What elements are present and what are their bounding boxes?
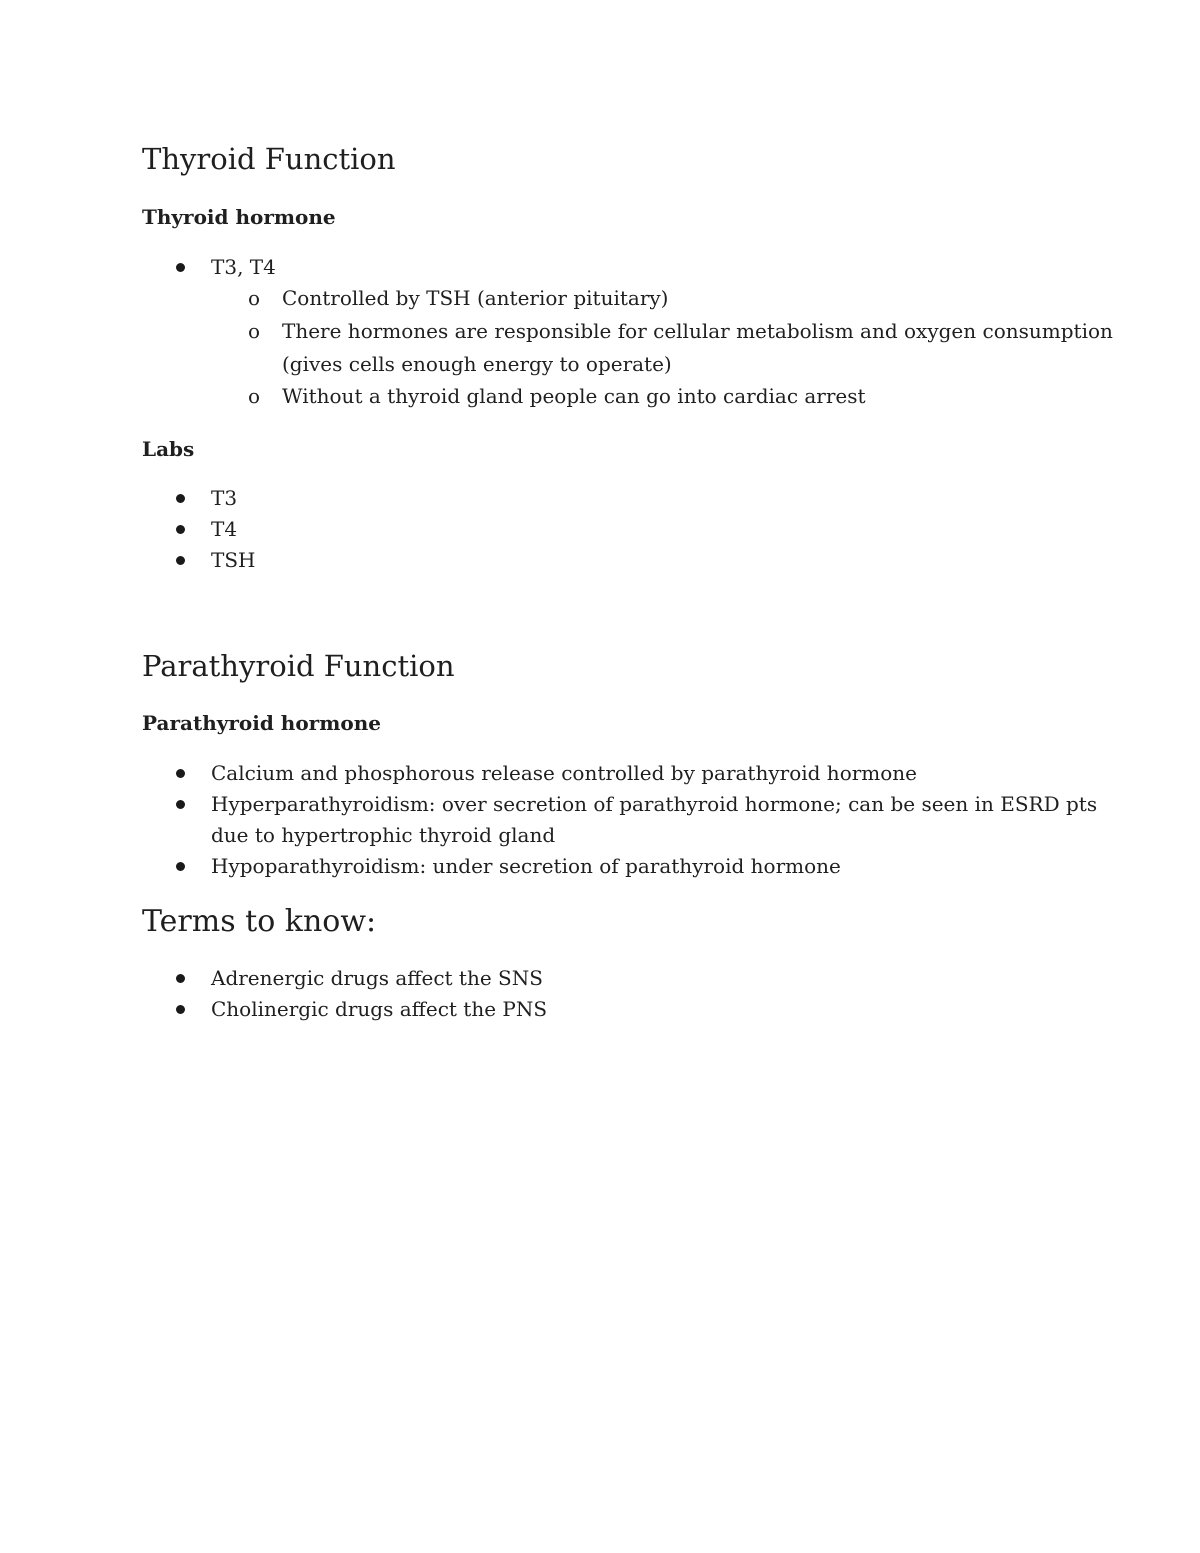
bullet-icon [176,556,185,565]
labs-heading: Labs [142,437,195,461]
sub-bullet-icon: o [248,384,261,408]
sub-list-item: Without a thyroid gland people can go into cardiac arrest [282,384,866,408]
sub-list-item: Controlled by TSH (anterior pituitary) [282,286,669,310]
bullet-icon [176,263,185,272]
terms-title: Terms to know: [142,904,377,939]
list-item-continuation: due to hypertrophic thyroid gland [211,823,556,847]
bullet-icon [176,862,185,871]
lab-item: T3 [211,486,238,510]
list-item: Hyperparathyroidism: over secretion of parathyroid hormone; can be seen in ESRD pts [211,792,1098,816]
list-item: Adrenergic drugs affect the SNS [211,966,543,990]
lab-item: TSH [211,548,256,572]
bullet-icon [176,974,185,983]
sub-bullet-icon: o [248,286,261,310]
bullet-icon [176,494,185,503]
lab-item: T4 [211,517,238,541]
bullet-icon [176,525,185,534]
bullet-icon [176,769,185,778]
list-item: Calcium and phosphorous release controlled by parathyroid hormone [211,761,918,785]
bullet-icon [176,1005,185,1014]
list-item: Cholinergic drugs affect the PNS [211,997,548,1021]
thyroid-title: Thyroid Function [142,142,396,176]
sub-list-item-continuation: (gives cells enough energy to operate) [282,352,672,376]
sub-list-item: There hormones are responsible for cellular metabolism and oxygen consumption [282,319,1113,343]
list-item: Hypoparathyroidism: under secretion of parathyroid hormone [211,854,841,878]
thyroid-hormone-heading: Thyroid hormone [142,205,336,229]
list-item: T3, T4 [211,255,276,279]
sub-bullet-icon: o [248,319,261,343]
parathyroid-hormone-heading: Parathyroid hormone [142,711,381,735]
parathyroid-title: Parathyroid Function [142,649,455,683]
bullet-icon [176,800,185,809]
